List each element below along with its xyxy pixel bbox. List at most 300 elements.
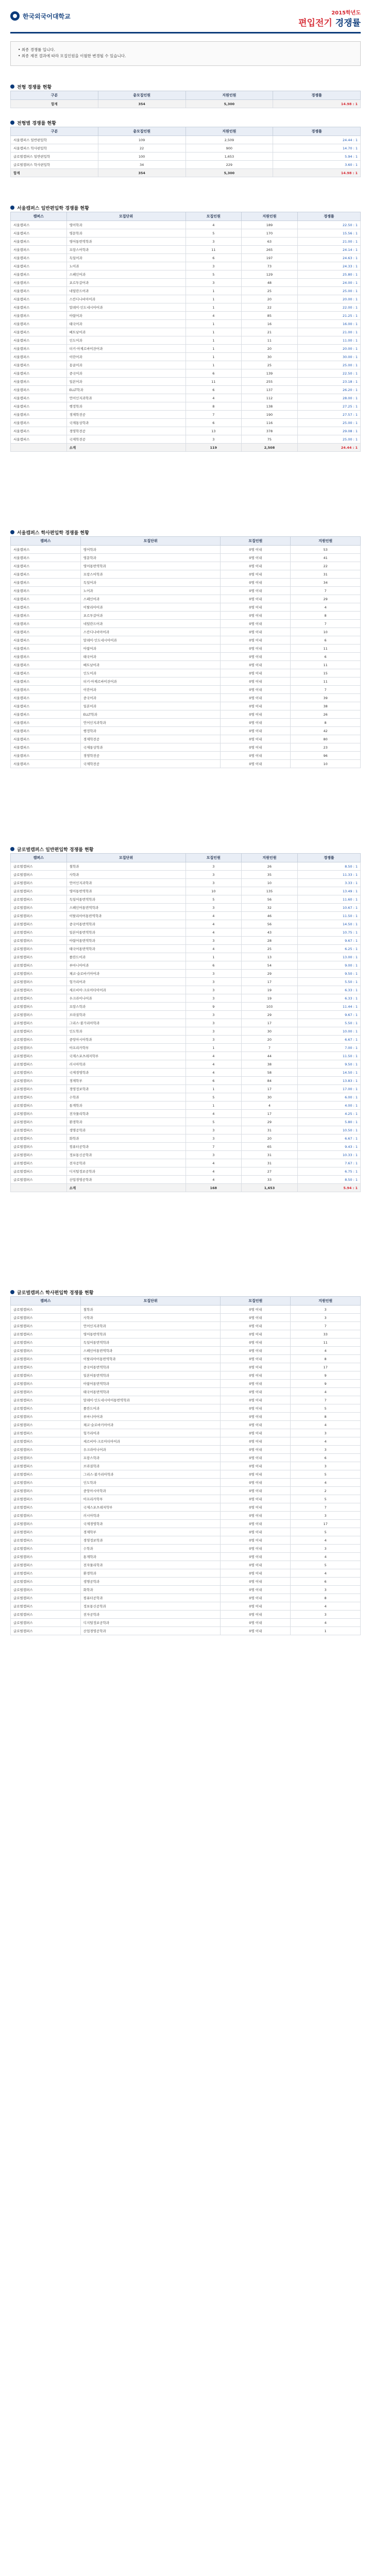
table-cell: 20 <box>242 1134 298 1143</box>
table-cell: 3 <box>185 435 242 444</box>
table-cell: 24.33 : 1 <box>297 262 360 270</box>
table-cell: 3 <box>291 1462 361 1470</box>
table-cell: 노어과 <box>80 587 221 595</box>
table-cell: 프랑스학과 <box>80 1454 221 1462</box>
page-title <box>298 15 361 28</box>
table-cell: 언어인지과학과 <box>80 1322 221 1330</box>
table-cell: 프랑스학과 <box>66 1003 185 1011</box>
table-cell: 국제경영학과 <box>80 1520 221 1528</box>
table-cell: 3 <box>185 904 242 912</box>
table-cell: 0명 이내 <box>221 1602 291 1611</box>
table-cell: 24.44 : 1 <box>273 136 361 144</box>
table-cell: 4 <box>291 1437 361 1446</box>
table-cell: 23.18 : 1 <box>297 378 360 386</box>
table-row <box>11 161 361 169</box>
table-cell: 서울캠퍼스 <box>11 221 67 229</box>
table-cell: 14.50 : 1 <box>297 920 360 928</box>
table-cell: 서울캠퍼스 <box>11 686 81 694</box>
table-row <box>11 1077 361 1085</box>
table-row <box>11 262 361 270</box>
section-title-text: 서울캠퍼스 일반편입학 경쟁률 현황 <box>17 206 89 211</box>
table-cell: 46 <box>242 912 298 920</box>
table-cell: 정보통신공학과 <box>66 1151 185 1159</box>
table-cell: 독일어통번역학과 <box>66 895 185 904</box>
table-cell: 0명 이내 <box>221 1536 291 1545</box>
table-cell: 3.33 : 1 <box>297 879 360 887</box>
table-cell: 24.44 : 1 <box>297 444 360 452</box>
table-cell: 0명 이내 <box>221 595 291 603</box>
table-cell: 0명 이내 <box>221 1388 291 1396</box>
table-cell: 3 <box>185 279 242 287</box>
table-cell: 3 <box>185 970 242 978</box>
table-cell: 7.67 : 1 <box>297 1159 360 1167</box>
table-cell: 354 <box>98 100 185 108</box>
table-cell: 0명 이내 <box>221 686 291 694</box>
table-cell: 0명 이내 <box>221 554 291 562</box>
table-cell: 글로벌캠퍼스 <box>11 1512 81 1520</box>
table-row <box>11 727 361 735</box>
table-cell: 5 <box>185 1118 242 1126</box>
table-cell: 4 <box>185 1060 242 1069</box>
section-title <box>10 1288 361 1296</box>
table-cell: 13.00 : 1 <box>297 953 360 961</box>
section-title <box>10 845 361 853</box>
table-cell: 139 <box>242 369 298 378</box>
table-row <box>11 411 361 419</box>
table-cell: 6.33 : 1 <box>297 986 360 994</box>
table-cell: 루마니아어과 <box>66 961 185 970</box>
table-cell: 서울캠퍼스 <box>11 743 81 752</box>
table-cell: 5 <box>291 1561 361 1569</box>
section-title-text: 글로벌캠퍼스 학사편입학 경쟁률 현황 <box>17 1290 94 1296</box>
table-cell: 190 <box>242 411 298 419</box>
table-cell: 5,300 <box>185 169 273 177</box>
table-cell: 소계 <box>66 1184 185 1192</box>
table-cell: 16.00 : 1 <box>297 320 360 328</box>
table-cell: 20 <box>242 295 298 303</box>
table-row <box>11 752 361 760</box>
table-cell: 13.83 : 1 <box>297 1077 360 1085</box>
table-cell: 경제학부 <box>66 1077 185 1085</box>
column-header: 총모집인원 <box>98 91 185 100</box>
table-cell: ELLT학과 <box>80 710 221 719</box>
table-cell: 경영학전공 <box>80 752 221 760</box>
table-cell: 4 <box>291 1553 361 1561</box>
table-cell: 서울캠퍼스 <box>11 719 81 727</box>
table-cell: 서울캠퍼스 <box>11 345 67 353</box>
column-header: 모집단위 <box>66 854 185 862</box>
table-cell: 0명 이내 <box>221 1569 291 1578</box>
table-cell: 0명 이내 <box>221 760 291 768</box>
table-cell: 서울캠퍼스 <box>11 435 67 444</box>
table-cell: 세르비아·크로아티아어과 <box>66 986 185 994</box>
table-cell: 22 <box>291 562 361 570</box>
table-cell: 6 <box>291 636 361 645</box>
university-logo[interactable] <box>10 11 71 21</box>
table-cell: 75 <box>242 435 298 444</box>
table-cell: 17 <box>242 978 298 986</box>
table-cell: 글로벌캠퍼스 <box>11 871 67 879</box>
column-header: 구분 <box>11 91 98 100</box>
table-cell: 서울캠퍼스 <box>11 320 67 328</box>
table-cell: 글로벌캠퍼스 <box>11 1619 81 1627</box>
table-cell: 56 <box>242 920 298 928</box>
table-cell: 24.00 : 1 <box>297 279 360 287</box>
table-cell: 프랑스어학과 <box>66 246 185 254</box>
table-cell: 25.00 : 1 <box>297 435 360 444</box>
table-cell: 영어통번역학과 <box>66 238 185 246</box>
table-cell: 0명 이내 <box>221 743 291 752</box>
table-cell: 138 <box>242 402 298 411</box>
table-cell: 스칸디나비아어과 <box>80 628 221 636</box>
table-cell: 산업경영공학과 <box>66 1176 185 1184</box>
table-cell: 3.60 : 1 <box>273 161 361 169</box>
table-row <box>11 1553 361 1561</box>
table-row <box>11 345 361 353</box>
table-cell: 9.43 : 1 <box>297 1143 360 1151</box>
table-cell: 6.67 : 1 <box>297 1036 360 1044</box>
table-cell: 4 <box>291 1569 361 1578</box>
table-cell: 글로벌캠퍼스 <box>11 1085 67 1093</box>
table-cell: 서울캠퍼스 <box>11 669 81 677</box>
table-cell: 영어학과 <box>66 221 185 229</box>
table-row <box>11 1338 361 1347</box>
table-cell: 글로벌캠퍼스 <box>11 937 67 945</box>
table-cell: 38 <box>242 1060 298 1069</box>
table-cell: 서울캠퍼스 <box>11 702 81 710</box>
column-header: 구분 <box>11 127 98 136</box>
table-cell: 11 <box>291 1338 361 1347</box>
table-cell: 4 <box>185 1069 242 1077</box>
column-header: 모집단위 <box>80 537 221 546</box>
table-row <box>11 653 361 661</box>
table-row <box>11 1011 361 1019</box>
table-cell: 197 <box>242 254 298 262</box>
table-cell: 이란어과 <box>80 686 221 694</box>
table-cell: 0명 이내 <box>221 653 291 661</box>
table-row <box>11 1380 361 1388</box>
table-row <box>11 760 361 768</box>
table-row <box>11 1347 361 1355</box>
table-row <box>11 1110 361 1118</box>
table-cell: 3 <box>291 1512 361 1520</box>
section-title-text: 글로벌캠퍼스 일반편입학 경쟁률 현황 <box>17 847 94 853</box>
table-cell: 42 <box>291 727 361 735</box>
table-cell: 8 <box>291 1413 361 1421</box>
table-cell: 100 <box>98 152 185 161</box>
table-cell: 1 <box>185 361 242 369</box>
table-row <box>11 928 361 937</box>
table-cell: 1 <box>291 1627 361 1635</box>
table-cell: 0명 이내 <box>221 1330 291 1338</box>
table-cell: 이란어과 <box>66 353 185 361</box>
table-cell: 3 <box>185 1036 242 1044</box>
table-cell: 서울캠퍼스 <box>11 270 67 279</box>
table-cell: 루마니아어과 <box>80 1413 221 1421</box>
table-row <box>11 879 361 887</box>
table-cell: 서울캠퍼스 일반편입학 <box>11 136 98 144</box>
table-cell: 14.98 : 1 <box>273 100 361 108</box>
table-cell: 0명 이내 <box>221 1396 291 1404</box>
table-cell: 41 <box>291 554 361 562</box>
table-cell: 이탈리아어통번역학과 <box>66 912 185 920</box>
section-title <box>10 528 361 536</box>
table-cell: 5 <box>291 1470 361 1479</box>
results-table <box>10 853 361 1192</box>
table-cell: 태국어통번역학과 <box>80 1388 221 1396</box>
table-cell: 25 <box>242 287 298 295</box>
table-cell: 글로벌캠퍼스 <box>11 1561 81 1569</box>
table-row <box>11 419 361 427</box>
table-cell: 0명 이내 <box>221 1578 291 1586</box>
table-cell: 서울캠퍼스 <box>11 595 81 603</box>
table-row <box>11 444 361 452</box>
table-row <box>11 1052 361 1060</box>
table-cell: 17.00 : 1 <box>297 1085 360 1093</box>
table-cell: 글로벌캠퍼스 <box>11 1454 81 1462</box>
table-cell: 28.00 : 1 <box>297 394 360 402</box>
table-cell: 10 <box>242 879 298 887</box>
table-cell <box>11 1184 67 1192</box>
table-cell: 20 <box>242 1036 298 1044</box>
table-cell: 국제스포츠레저학부 <box>66 1052 185 1060</box>
table-cell: 8 <box>291 1355 361 1363</box>
table-cell: 이탈리아어과 <box>80 603 221 612</box>
table-row <box>11 612 361 620</box>
table-row <box>11 435 361 444</box>
table-cell: 3 <box>185 871 242 879</box>
table-cell: 6.00 : 1 <box>297 1093 360 1101</box>
table-cell: 8 <box>291 612 361 620</box>
table-cell: 11.50 : 1 <box>297 1052 360 1060</box>
table-cell: 5.94 : 1 <box>297 1184 360 1192</box>
table-cell: 서울캠퍼스 <box>11 402 67 411</box>
table-cell: 11.00 : 1 <box>297 336 360 345</box>
table-cell: 글로벌캠퍼스 <box>11 1611 81 1619</box>
table-cell: 255 <box>242 378 298 386</box>
table-cell: 0명 이내 <box>221 612 291 620</box>
table-cell: 4 <box>185 1159 242 1167</box>
table-cell: 전자물리학과 <box>66 1110 185 1118</box>
table-cell: 화학과 <box>80 1586 221 1594</box>
table-cell: 5.94 : 1 <box>273 152 361 161</box>
table-cell: 378 <box>242 427 298 435</box>
table-cell: 3 <box>185 262 242 270</box>
table-cell: 112 <box>242 394 298 402</box>
table-cell: 0명 이내 <box>221 603 291 612</box>
table-cell: 10 <box>185 887 242 895</box>
table-cell: 글로벌캠퍼스 <box>11 1052 67 1060</box>
table-cell: 13 <box>242 953 298 961</box>
table-cell: 글로벌캠퍼스 <box>11 1503 81 1512</box>
table-cell: 말레이·인도네시아어과 <box>66 303 185 312</box>
table-cell: 환경학과 <box>66 1118 185 1126</box>
table-cell: 터키·아제르바이잔어과 <box>66 345 185 353</box>
table-cell: 10.00 : 1 <box>297 1027 360 1036</box>
table-cell: 54 <box>242 961 298 970</box>
table-row <box>11 1561 361 1569</box>
table-cell: 3 <box>185 1151 242 1159</box>
table-cell: 109 <box>98 136 185 144</box>
table-row <box>11 386 361 394</box>
table-cell: 글로벌캠퍼스 <box>11 879 67 887</box>
table-cell: 글로벌캠퍼스 <box>11 1126 67 1134</box>
table-cell: 글로벌캠퍼스 <box>11 912 67 920</box>
header-divider <box>10 32 361 33</box>
table-cell: 국제스포츠레저학부 <box>80 1503 221 1512</box>
table-cell: 6 <box>185 1077 242 1085</box>
table-row <box>11 369 361 378</box>
table-row <box>11 1404 361 1413</box>
table-cell: 2,508 <box>242 444 298 452</box>
table-cell: 0명 이내 <box>221 1355 291 1363</box>
table-cell: 인도어과 <box>66 336 185 345</box>
table-cell: 29 <box>242 1118 298 1126</box>
table-cell: 스칸디나비아어과 <box>66 295 185 303</box>
table-cell: 독일어과 <box>80 579 221 587</box>
table-cell: 58 <box>242 1069 298 1077</box>
table-cell: 21.00 : 1 <box>297 328 360 336</box>
table-row <box>11 1429 361 1437</box>
table-cell: 1 <box>185 1085 242 1093</box>
table-row <box>11 1044 361 1052</box>
title-ratio: 경쟁률 <box>335 18 361 28</box>
table-row <box>11 1118 361 1126</box>
table-cell: 17 <box>291 1520 361 1528</box>
table-cell: 6 <box>185 369 242 378</box>
section-seoul-general <box>10 204 361 452</box>
table-cell: 3 <box>291 1429 361 1437</box>
table-cell: 10.75 : 1 <box>297 928 360 937</box>
table-cell: 독일어과 <box>66 254 185 262</box>
table-cell: 25.80 : 1 <box>297 270 360 279</box>
table-row <box>11 920 361 928</box>
table-cell: 4 <box>185 912 242 920</box>
table-cell: 0명 이내 <box>221 587 291 595</box>
bullet-icon <box>10 530 14 534</box>
table-header-row <box>11 537 361 546</box>
table-cell: 글로벌캠퍼스 <box>11 1462 81 1470</box>
column-header: 지원인원 <box>185 127 273 136</box>
table-cell: 서울캠퍼스 <box>11 735 81 743</box>
table-row <box>11 1355 361 1363</box>
table-cell: 0명 이내 <box>221 1437 291 1446</box>
table-cell: 0명 이내 <box>221 677 291 686</box>
table-row <box>11 378 361 386</box>
table-cell: 135 <box>242 887 298 895</box>
table-cell: 서울캠퍼스 <box>11 419 67 427</box>
table-cell: 5 <box>185 1093 242 1101</box>
table-row <box>11 603 361 612</box>
table-cell: 6 <box>185 386 242 394</box>
table-cell: 5 <box>185 229 242 238</box>
table-row <box>11 1627 361 1635</box>
table-cell: 글로벌캠퍼스 <box>11 945 67 953</box>
table-cell: 0명 이내 <box>221 1454 291 1462</box>
table-cell: 3 <box>185 1011 242 1019</box>
table-row <box>11 279 361 287</box>
table-cell: 26.20 : 1 <box>297 386 360 394</box>
table-cell: 글로벌캠퍼스 <box>11 1553 81 1561</box>
table-cell: 5 <box>185 270 242 279</box>
table-cell: 28 <box>242 937 298 945</box>
table-cell: 일본어통번역학과 <box>80 1371 221 1380</box>
table-cell: 서울캠퍼스 <box>11 603 81 612</box>
table-cell: 글로벌캠퍼스 <box>11 1429 81 1437</box>
table-cell: 0명 이내 <box>221 710 291 719</box>
table-cell: 56 <box>242 895 298 904</box>
table-cell: 9.50 : 1 <box>297 1060 360 1069</box>
column-header: 지원인원 <box>242 854 298 862</box>
table-cell: 중앙아시아학과 <box>66 1036 185 1044</box>
table-cell: 그리스·불가리아학과 <box>80 1470 221 1479</box>
table-cell: 서울캠퍼스 <box>11 411 67 419</box>
table-row <box>11 336 361 345</box>
table-cell: 0명 이내 <box>221 1322 291 1330</box>
table-cell: 1 <box>185 320 242 328</box>
table-cell: 6.25 : 1 <box>297 945 360 953</box>
table-row <box>11 1479 361 1487</box>
table-cell: 4 <box>185 1176 242 1184</box>
table-cell: 63 <box>242 238 298 246</box>
table-cell: 0명 이내 <box>221 1512 291 1520</box>
table-cell: 4 <box>291 1421 361 1429</box>
table-cell: 글로벌캠퍼스 <box>11 928 67 937</box>
table-cell: 24.14 : 1 <box>297 246 360 254</box>
table-cell: 중국어과 <box>66 369 185 378</box>
table-row <box>11 1602 361 1611</box>
section-title <box>10 82 361 91</box>
table-cell: 0명 이내 <box>221 628 291 636</box>
table-cell: 265 <box>242 246 298 254</box>
table-row <box>11 686 361 694</box>
table-row <box>11 587 361 595</box>
table-cell: 세르비아·크로아티아어과 <box>80 1437 221 1446</box>
table-cell: 합계 <box>11 100 98 108</box>
table-cell: 11 <box>185 246 242 254</box>
logo-text: 한국외국어대학교 <box>23 12 71 20</box>
table-cell: 언어인지과학과 <box>80 719 221 727</box>
table-cell: 글로벌캠퍼스 <box>11 1396 81 1404</box>
table-cell: 글로벌캠퍼스 <box>11 1322 81 1330</box>
table-cell: 글로벌캠퍼스 <box>11 1314 81 1322</box>
table-row <box>11 1503 361 1512</box>
table-cell: 6 <box>185 961 242 970</box>
table-cell: 글로벌캠퍼스 <box>11 1330 81 1338</box>
column-header: 캠퍼스 <box>11 537 81 546</box>
table-cell: 96 <box>291 752 361 760</box>
table-cell: 중국어통번역학과 <box>66 920 185 928</box>
column-header: 지원인원 <box>185 91 273 100</box>
table-cell: 0명 이내 <box>221 636 291 645</box>
title-year: 2015학년도 <box>331 10 361 16</box>
table-row <box>11 246 361 254</box>
section-title <box>10 204 361 212</box>
table-cell: 0명 이내 <box>221 645 291 653</box>
table-cell: 전자공학과 <box>66 1159 185 1167</box>
table-cell: 7 <box>291 587 361 595</box>
table-row <box>11 1454 361 1462</box>
table-cell: 0명 이내 <box>221 1446 291 1454</box>
table-cell: 전자공학과 <box>80 1611 221 1619</box>
table-cell: 44 <box>242 1052 298 1060</box>
table-cell <box>11 444 67 452</box>
table-cell: 0명 이내 <box>221 570 291 579</box>
table-cell: 글로벌캠퍼스 <box>11 1338 81 1347</box>
table-row <box>11 937 361 945</box>
table-cell: 글로벌캠퍼스 <box>11 1536 81 1545</box>
table-cell: 아랍어통번역학과 <box>80 1380 221 1388</box>
